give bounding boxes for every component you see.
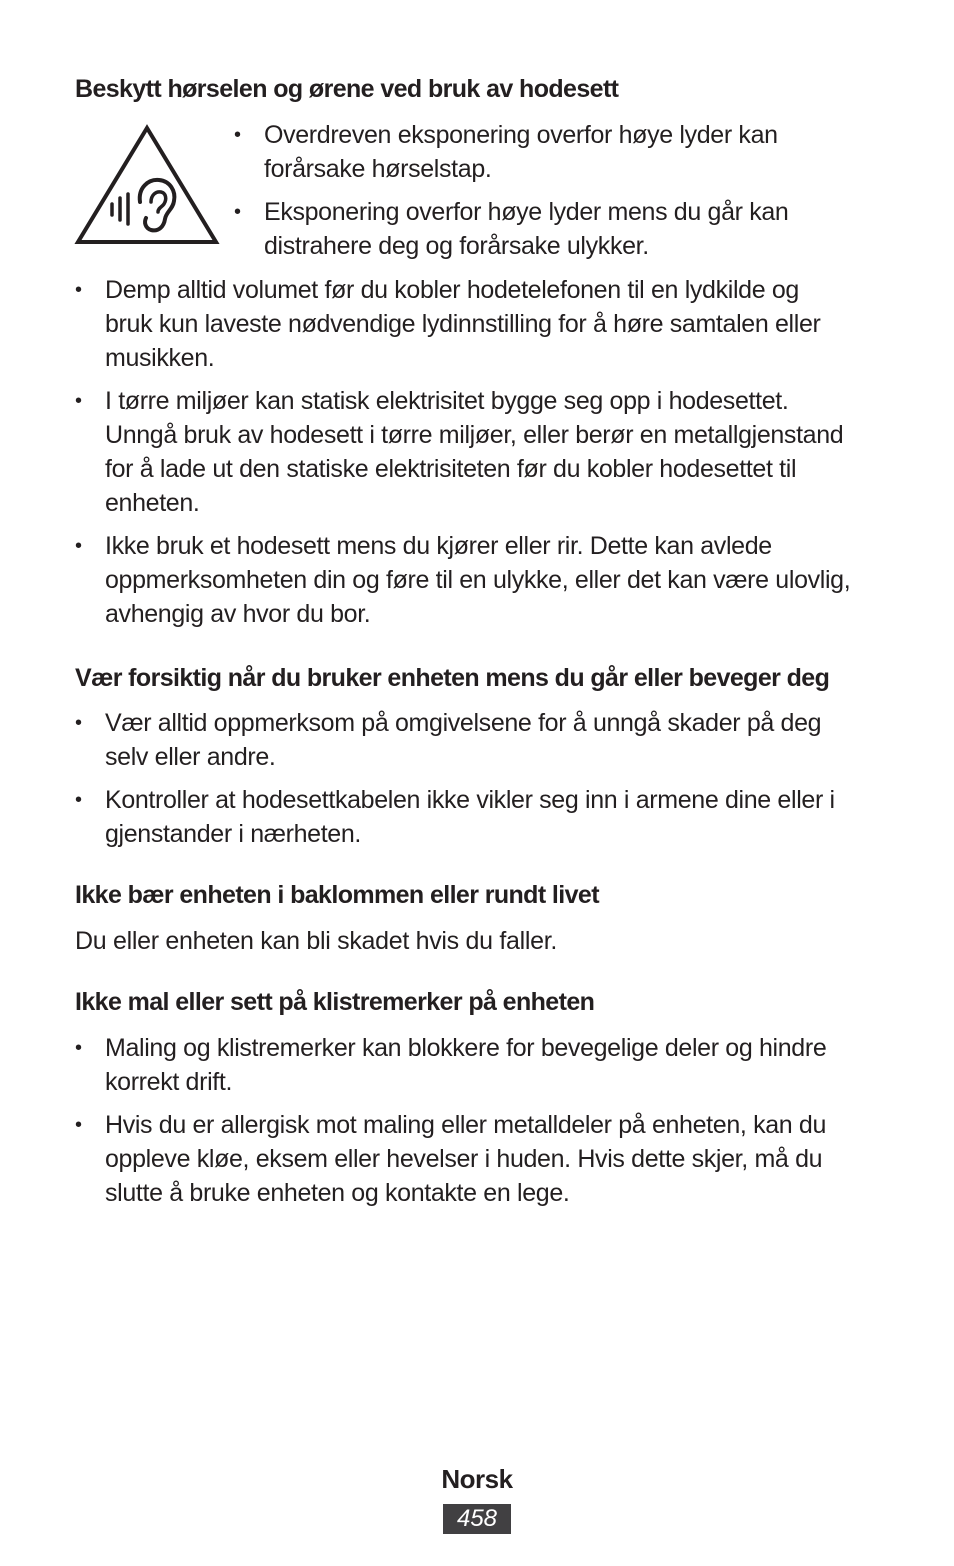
list-item: • Kontroller at hodesettkabelen ikke vikler seg inn i armene dine eller i gjenstander i nærheten. [105, 783, 835, 851]
bullet-dot: • [75, 390, 82, 412]
list-item: • Maling og klistremerker kan blokkere for bevegelige deler og hindre korrekt drift. [105, 1031, 826, 1099]
page-number-badge: 458 [443, 1504, 511, 1534]
list-item: • Overdreven eksponering overfor høye lyder kan forårsake hørselstap. [264, 118, 788, 186]
section-heading-paint-stickers: Ikke mal eller sett på klistremerker på enheten [75, 988, 595, 1016]
section-heading-hearing: Beskytt hørselen og ørene ved bruk av hodesett [75, 75, 619, 103]
hearing-bullet-list [75, 273, 851, 631]
icon-bullet-list [234, 118, 789, 263]
bullet-dot: • [75, 535, 82, 557]
bullet-dot: • [75, 712, 82, 734]
back-pocket-paragraph: Du eller enheten kan bli skadet hvis du faller. [75, 927, 558, 955]
bullet-dot: • [75, 789, 82, 811]
hearing-warning-icon [74, 124, 220, 246]
list-item: • Vær alltid oppmerksom på omgivelsene for å unngå skader på deg selv eller andre. [105, 706, 835, 774]
section-heading-walking: Vær forsiktig når du bruker enheten mens du går eller beveger deg [75, 664, 830, 692]
list-item: • Ikke bruk et hodesett mens du kjører eller rir. Dette kan avlede oppmerksomheten din og føre til en ulykke, eller det kan være ulovlig, avhengig av hvor du bor. [105, 529, 850, 631]
bullet-dot: • [75, 1114, 82, 1136]
bullet-dot: • [75, 1037, 82, 1059]
list-item: • Hvis du er allergisk mot maling eller metalldeler på enheten, kan du oppleve kløe, eksem eller hevelser i huden. Hvis dette skjer, må du slutte å bruke enheten og kontakte en lege. [105, 1108, 826, 1210]
list-item: • Demp alltid volumet før du kobler hodetelefonen til en lydkilde og bruk kun laveste nødvendige lydinnstilling for å høre samtalen eller musikken. [105, 273, 850, 375]
bullet-dot: • [75, 279, 82, 301]
section-heading-back-pocket: Ikke bær enheten i baklommen eller rundt livet [75, 881, 599, 909]
list-item: • Eksponering overfor høye lyder mens du går kan distrahere deg og forårsake ulykker. [264, 195, 788, 263]
walking-bullet-list [75, 706, 835, 851]
bullet-dot: • [234, 201, 241, 223]
paint-bullet-list [75, 1031, 827, 1210]
footer-language: Norsk [441, 1464, 513, 1494]
list-item: • I tørre miljøer kan statisk elektrisitet bygge seg opp i hodesettet. Unngå bruk av hodesett i tørre miljøer, eller berør en metallgjenstand for å lade ut den statiske elektrisiteten før du kobler hodesettet til enheten. [105, 384, 850, 520]
bullet-dot: • [234, 124, 241, 146]
